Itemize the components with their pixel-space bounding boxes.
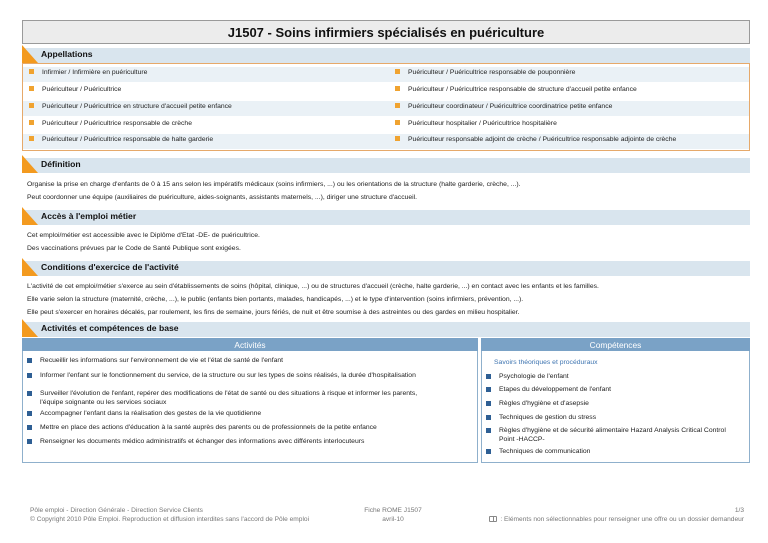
section-header-definition xyxy=(22,158,750,173)
conditions-text: Elle varie selon la structure (maternité, crèche, ...), le public (enfants bien portants, malades, handicapés, ...) et le type d'intervention (soins infirmiers, prévention, ...). xyxy=(27,296,524,303)
appellations-list xyxy=(22,63,750,151)
appellation-item: Puériculteur responsable adjoint de crèche / Puéricultrice responsable adjointe de crèche xyxy=(395,136,676,143)
bullet-icon xyxy=(29,120,34,125)
page-title: J1507 - Soins infirmiers spécialisés en puériculture xyxy=(22,20,750,44)
appellation-item: Puériculteur coordinateur / Puéricultrice coordinatrice petite enfance xyxy=(395,103,612,110)
section-header-appellations xyxy=(22,48,750,63)
appellation-item: Puériculteur / Puéricultrice xyxy=(29,86,121,93)
conditions-text: Elle peut s'exercer en horaires décalés, par roulement, les fins de semaine, jours fériés, de nuit et être soumise à des astreintes ou des gardes en milieu hospitalier. xyxy=(27,309,520,316)
section-header-conditions xyxy=(22,261,750,276)
appellation-item: Puériculteur / Puéricultrice responsable de structure d'accueil petite enfance xyxy=(395,86,637,93)
activites-column: Recueillir les informations sur l'environnement de vie et l'état de santé de l'enfant Informer l'enfant sur le fonctionnement du service, de la structure ou sur les types de soins réalisés, la durée d'hospitalisation Surveiller l'évolution de l'enfant, repérer des modifications de l'état de santé ou des situations à risque et informer les parents, l'équipe soignante ou les services sociaux Accompagner l'enfant dans la réalisation des gestes de la vie quotidienne Mettre en place des actions d'éducation à la santé auprès des parents ou de professionnels de la petite enfance Renseigner les documents médico administratifs et échanger des informations avec différents interlocuteurs xyxy=(22,351,478,463)
bullet-icon xyxy=(27,425,32,430)
section-marker-icon xyxy=(22,155,38,173)
competences-column: Psychologie de l'enfant Etapes du développement de l'enfant Règles d'hygiène et d'asepsie Techniques de gestion du stress Règles d'hygiène et de sécurité alimentaire Hazard Analysis Critical Control Point -HACCP- Techniques de communication xyxy=(481,351,750,463)
appellation-row xyxy=(23,118,749,133)
footer-right xyxy=(450,506,744,524)
bullet-icon xyxy=(27,391,32,396)
appellation-item: Puériculteur / Puéricultrice en structure d'accueil petite enfance xyxy=(29,103,232,110)
section-title: Activités et compétences de base xyxy=(41,323,179,333)
footer-note: : Eléments non sélectionnables pour renseigner une offre ou un dossier demandeur xyxy=(450,515,744,524)
appellation-row xyxy=(23,67,749,82)
bullet-icon xyxy=(395,136,400,141)
footer-fiche: Fiche ROME J1507 xyxy=(364,507,422,514)
bullet-icon xyxy=(486,387,491,392)
section-marker-icon xyxy=(22,207,38,225)
section-header-acces xyxy=(22,210,750,225)
bullet-icon xyxy=(29,136,34,141)
appellation-item: Puériculteur / Puéricultrice responsable de crèche xyxy=(29,120,192,127)
footer-org: Pôle emploi - Direction Générale - Direction Service Clients xyxy=(30,507,203,514)
section-marker-icon xyxy=(22,319,38,337)
footer-copyright: © Copyright 2010 Pôle Emploi. Reproduction et diffusion interdites sans l'accord de Pôle emploi xyxy=(30,516,310,523)
bullet-icon xyxy=(27,439,32,444)
appellation-item: Puériculteur hospitalier / Puéricultrice hospitalière xyxy=(395,120,557,127)
bullet-icon xyxy=(395,86,400,91)
bullet-icon xyxy=(486,449,491,454)
bullet-icon xyxy=(27,358,32,363)
appellation-row xyxy=(23,101,749,116)
conditions-text: L'activité de cet emploi/métier s'exerce au sein d'établissements de soins (hôpital, clinique, ...) ou de structures d'accueil (crèche, halte garderie, ...) en contact avec les enfants et les familles. xyxy=(27,283,599,290)
bullet-icon xyxy=(486,401,491,406)
footer-left xyxy=(30,506,309,524)
appellation-item: Puériculteur / Puéricultrice responsable de pouponnière xyxy=(395,69,575,76)
appellation-item: Infirmier / Infirmière en puériculture xyxy=(29,69,147,76)
competences-column-header: Compétences xyxy=(481,338,750,351)
section-title: Définition xyxy=(41,159,81,169)
definition-text: Peut coordonner une équipe (auxiliaires de puériculture, aides-soignants, assistants maternels, ...), diriger une structure d'accueil. xyxy=(27,194,418,201)
bullet-icon xyxy=(486,415,491,420)
bullet-icon xyxy=(27,373,32,378)
section-marker-icon xyxy=(22,45,38,63)
bullet-icon xyxy=(395,69,400,74)
bullet-icon xyxy=(486,428,491,433)
definition-text: Organise la prise en charge d'enfants de 0 à 15 ans selon les impératifs médicaux (soins infirmiers, ...) ou les orientations de la structure (halte garderie, crèche, ...). xyxy=(27,181,521,188)
appellation-item: Puériculteur / Puéricultrice responsable de halte garderie xyxy=(29,136,213,143)
section-title: Accès à l'emploi métier xyxy=(41,211,137,221)
book-icon xyxy=(489,516,497,522)
footer-page: 1/3 xyxy=(734,507,744,514)
competences-subheading: Savoirs théoriques et procéduraux xyxy=(494,359,598,366)
footer-date: avril-10 xyxy=(382,516,404,523)
acces-text: Cet emploi/métier est accessible avec le Diplôme d'Etat -DE- de puéricultrice. xyxy=(27,232,260,239)
bullet-icon xyxy=(395,103,400,108)
footer-center xyxy=(362,506,424,524)
appellation-row xyxy=(23,134,749,149)
bullet-icon xyxy=(27,411,32,416)
appellation-row xyxy=(23,84,749,99)
acces-text: Des vaccinations prévues par le Code de Santé Publique sont exigées. xyxy=(27,245,241,252)
bullet-icon xyxy=(395,120,400,125)
bullet-icon xyxy=(29,69,34,74)
section-header-activites xyxy=(22,322,750,337)
bullet-icon xyxy=(29,86,34,91)
section-title: Conditions d'exercice de l'activité xyxy=(41,262,179,272)
bullet-icon xyxy=(486,374,491,379)
section-marker-icon xyxy=(22,258,38,276)
section-title: Appellations xyxy=(41,49,93,59)
bullet-icon xyxy=(29,103,34,108)
activites-column-header: Activités xyxy=(22,338,478,351)
